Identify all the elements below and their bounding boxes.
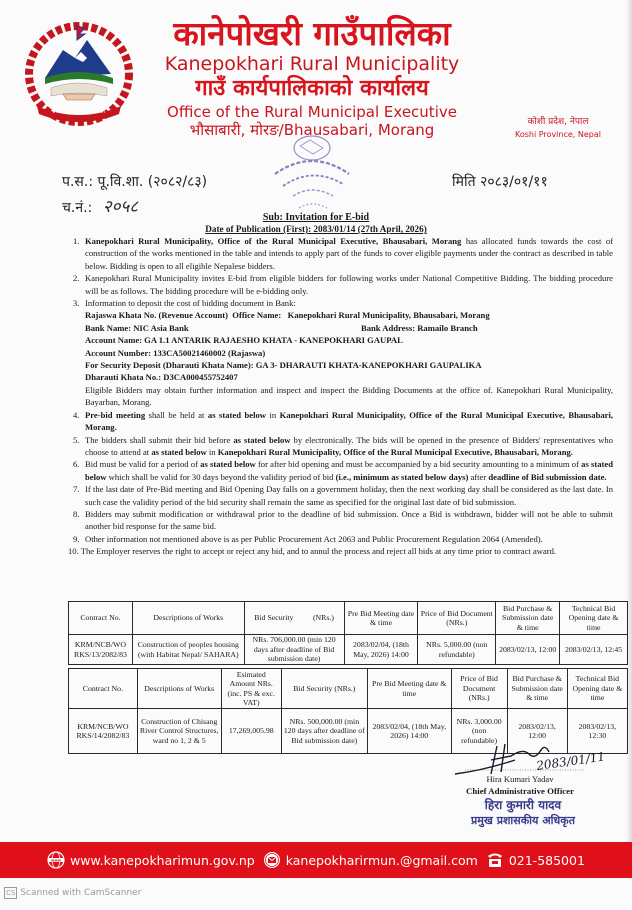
item-number: 6.	[73, 459, 80, 470]
province-nepali: कोशी प्रदेश, नेपाल	[527, 117, 589, 127]
cell-description: Construction of Chisang River Control Structures, ward no 1, 2 & 5	[137, 709, 221, 754]
item-number: 7.	[73, 484, 80, 495]
dharauti-number: Dharauti Khata No.: D3CA000455752407	[85, 372, 238, 383]
svg-text:www: www	[51, 858, 62, 863]
camscanner-watermark	[4, 887, 141, 899]
item-bold-text: Kanepokhari Rural Municipality, Office of the Rural Municipal Executive, Bhausabari, Morang.	[85, 409, 613, 433]
header-bid-opening: Technical Bid Opening date & time	[567, 669, 627, 709]
cell-document-price: NRs. 3,000.00 (non refundable)	[451, 709, 507, 754]
handwritten-signature-icon	[445, 740, 615, 778]
cell-bid-submission: 2083/02/13, 12:00	[507, 709, 567, 754]
header-bid-security: Bid Security (NRs.)	[281, 669, 367, 709]
cell-bid-security: NRs. 706,000.00 (min 120 days after deadline of Bid submission date)	[244, 635, 344, 665]
bank-name: Bank Name: NIC Asia Bank	[85, 322, 189, 333]
table-header-row	[69, 602, 628, 635]
item-bold-text: Pre-bid meeting	[85, 409, 146, 420]
cell-contract-no: KRM/NCB/WO RKS/13/2082/83	[69, 635, 133, 665]
footer-phone	[486, 851, 585, 869]
notice-item-7	[73, 483, 613, 508]
item-text: The bidders shall submit their bid before	[85, 434, 234, 445]
cell-bid-submission: 2083/02/13, 12:00	[496, 635, 560, 665]
item-number: 3.	[73, 298, 80, 309]
item-text: If the last date of Pre-Bid meeting and Bid Opening Day falls on a government holiday, then the next working day shall be considered as the last date. In such case the validity period of the bid security shall remain the same as specified for the original last date of bid submission.	[85, 484, 613, 507]
notice-item-1	[73, 235, 613, 272]
account-name: Account Name: GA 1.1 ANTARIK RAJAESHO KHATA - KANEPOKHARI GAUPAL	[85, 335, 403, 346]
letter-date	[452, 172, 548, 191]
header-document-price: Price of Bid Document (NRs.)	[418, 602, 496, 635]
cell-estimated-amount: 17,269,005.98	[221, 709, 281, 754]
globe-www-icon	[47, 851, 65, 869]
cell-bid-opening: 2083/02/13, 12:30	[567, 709, 627, 754]
item-text: in	[206, 446, 218, 457]
bid-table-contract-13	[68, 601, 628, 665]
item-text: Other information not mentioned above is as per Public Procurement Act 2063 and Public Procurement Regulation 2064 (Amended).	[85, 533, 543, 544]
footer-email	[263, 851, 478, 869]
item-bold-text: (i.e., minimum as stated below days)	[335, 471, 469, 482]
item-number: 9.	[73, 533, 80, 544]
footer-website	[47, 851, 255, 869]
stamp-name-nepali: हिरा कुमारी यादव	[484, 798, 562, 812]
notice-item-3	[73, 297, 613, 309]
header-bid-submission: Bid Purchase & Submission date & time	[496, 602, 560, 635]
signatory-title: Chief Administrative Officer	[466, 786, 574, 796]
header-bid-security: Bid Security (NRs.)	[244, 602, 344, 635]
cell-document-price: NRs. 5,000.00 (non refundable)	[418, 635, 496, 665]
chalani-number-value: २०५८	[102, 197, 139, 217]
bank-row	[85, 322, 613, 334]
office-title-english: Office of the Rural Municipal Executive	[167, 103, 457, 121]
header-contract-no: Contract No.	[69, 669, 138, 709]
office-address: भौसाबारी, मोरङ/Bhausabari, Morang	[189, 121, 435, 139]
municipality-title-nepali: कानेपोखरी गाउँपालिका	[173, 14, 451, 53]
municipality-emblem-icon	[23, 18, 135, 130]
stamp-title-nepali: प्रमुख प्रशासकीय अधिकृत	[471, 814, 575, 827]
cell-prebid-meeting: 2083/02/04, (18th May, 2026) 14:00	[367, 709, 451, 754]
item-text: Bid must be valid for a period of	[85, 459, 201, 470]
publication-date: Date of Publication (First): 2083/01/14 (27th April, 2026)	[205, 224, 427, 234]
notice-item-8	[73, 508, 613, 533]
header-document-price: Price of Bid Document (NRs.)	[451, 669, 507, 709]
camscanner-badge-icon: CS	[6, 889, 16, 897]
item-text: The Employer reserves the right to accept or reject any bid, and to annul the process and reject all bids at any time prior to contract award.	[80, 546, 557, 557]
subject-line: Sub: Invitation for E-bid	[262, 212, 370, 223]
item-bold-text: Kanepokhari Rural Municipality, Office of the Rural Municipal Executive, Bhausabari, Morang	[85, 236, 462, 246]
item-text: by electronically. The bids will be opened in the presence of Bidders' representatives who choose to attend at	[85, 434, 613, 457]
item-text: has allocated funds towards the cost of construction of the works mentioned in the table and intends to apply part of the funds to cover eligible payments under the contract as described in table below. Bidding is open to all eligible Nepalese bidders.	[85, 236, 613, 271]
notice-item-5	[73, 434, 613, 459]
item-text: shall be held at	[145, 409, 208, 420]
item-text: which shall be valid for 30 days beyond the validity period of bid	[106, 471, 336, 482]
website-link[interactable]: www.kanepokharimun.gov.np	[70, 852, 255, 868]
item-text: after	[468, 471, 489, 482]
header-bid-submission: Bid Purchase & Submission date & time	[507, 669, 567, 709]
bank-address: Bank Address: Ramailo Branch	[361, 322, 478, 333]
letter-date-label: मिति	[452, 174, 476, 190]
item-text: Bidders may submit modification or withdrawal prior to the deadline of bid submission. Once a Bid is withdrawn, bidder will not be able to submit another bid response for the same bid.	[85, 508, 613, 532]
cell-bid-opening: 2083/02/13, 12:45	[560, 635, 628, 665]
table-row	[69, 635, 628, 665]
item-number: 1.	[73, 236, 80, 246]
chalani-number-label: च.नं.:	[62, 200, 93, 216]
item-text: Eligible Bidders may obtain further information and inspect and inspect the Bidding Documents at the office of. Kanepokhari Rural Municipality, Bayarban, Morang.	[85, 384, 613, 408]
notice-body	[68, 235, 613, 558]
item-bold-text: deadline of Bid submission date.	[488, 471, 607, 482]
item-text: for after bid opening and must be accompanied by a bid security amounting to a minimum of	[255, 459, 582, 470]
header-prebid-meeting: Pre Bid Meeting date & time	[367, 669, 451, 709]
phone-number: 021-585001	[508, 852, 585, 868]
office-title-nepali: गाउँ कार्यपालिकाको कार्यालय	[195, 76, 429, 101]
cell-contract-no: KRM/NCB/WO RKS/14/2082/83	[69, 709, 138, 754]
table-header-row	[69, 669, 628, 709]
notice-item-2	[73, 272, 613, 297]
item-number: 5.	[73, 434, 80, 445]
header-bid-opening: Technical Bid Opening date & time	[560, 602, 628, 635]
item-number: 2.	[73, 273, 80, 284]
notice-item-6	[73, 458, 613, 483]
account-number: Account Number: 133CA50021460002 (Rajaswa)	[85, 347, 266, 358]
item-number: 4.	[73, 409, 80, 420]
bank-details	[73, 309, 613, 383]
cell-bid-security: NRs. 500,000.00 (min 120 days after deadline of Bid submission date)	[281, 709, 367, 754]
item-text: Information to deposit the cost of bidding document in Bank:	[85, 298, 296, 309]
header-description: Descriptions of Works	[137, 669, 221, 709]
province-english: Koshi Province, Nepal	[515, 130, 601, 139]
notice-item-4	[73, 409, 613, 434]
item-text: Kanepokhari Rural Municipality invites E-bid from eligible bidders for following works under National Competitive Bidding. The bidding procedure will be as follows. The bidding procedure will be e-bidding only.	[85, 273, 613, 296]
eligible-bidders-note	[73, 384, 613, 409]
signatory-name: Hira Kumari Yadav	[486, 774, 554, 784]
item-bold-text: as stated below	[233, 434, 291, 445]
item-bold-text: as stated below	[207, 409, 266, 420]
header-contract-no: Contract No.	[69, 602, 133, 635]
item-text: in	[265, 409, 280, 420]
header-estimated-amount: Esimated Amount NRs. (inc. PS & exc. VAT)	[221, 669, 281, 709]
security-deposit-account: For Security Deposit (Dharauti Khata Name): GA 3- DHARAUTI KHATA-KANEPOKHARI GAUPALIKA	[85, 360, 482, 371]
item-number: 10.	[68, 546, 79, 557]
cell-description: Construction of peoples housing (with Habitat Nepal/ SAHARA)	[132, 635, 244, 665]
telephone-icon	[486, 851, 504, 869]
patra-sankhya-value: पू.वि.शा. (२०८२/८३)	[97, 174, 208, 190]
office-seal-stamp-icon	[265, 134, 360, 214]
signature-date: 2083/01/11	[535, 749, 606, 773]
letter-date-value: २०८३/०१/११	[480, 174, 548, 190]
rajaswa-account: Rajaswa Khata No. (Revenue Account) Office Name: Kanepokhari Rural Municipality, Bhausabari, Morang	[85, 310, 490, 321]
camscanner-text: Scanned with CamScanner	[20, 888, 142, 898]
header-prebid-meeting: Pre Bid Meeting date & time	[344, 602, 418, 635]
province-block	[492, 116, 624, 140]
item-bold-text: as stated below	[200, 459, 256, 470]
patra-sankhya-label: प.स.:	[62, 174, 94, 190]
cell-prebid-meeting: 2083/02/04, (18th May, 2026) 14:00	[344, 635, 418, 665]
header-description: Descriptions of Works	[132, 602, 244, 635]
mail-icon	[263, 851, 281, 869]
item-bold-text: as stated below	[85, 459, 613, 482]
item-bold-text: Kanepokhari Rural Municipality, Office of the Rural Municipal Executive, Bhausabari, Morang.	[217, 446, 573, 457]
item-number: 8.	[73, 508, 80, 519]
letterhead-footer	[0, 842, 632, 878]
patra-sankhya	[62, 172, 207, 191]
notice-item-9	[73, 533, 613, 545]
municipality-title-english: Kanepokhari Rural Municipality	[164, 53, 460, 75]
email-link[interactable]: kanepokharirmun.@gmail.com	[285, 852, 478, 868]
notice-item-10	[68, 545, 613, 557]
item-bold-text: as stated below	[151, 446, 207, 457]
